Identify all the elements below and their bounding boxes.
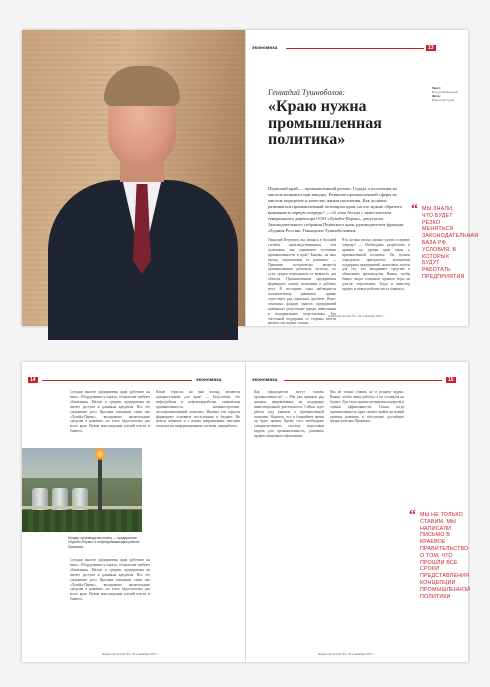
left-page-column-bottom: Сегодня многие предприятия края работают на износ. Оборудование устарело, технологии требуют обновления. Малые и средние предприятия не имеют доступа к длинным кредитам. Все это сдерживает рост. Крупные компании, такие как «Лукойл-Пермь», вкладывают значительные средства в развитие, но этого недостаточно для всего края. Нужна консолидация усилий власти и бизнеса. — [70, 558, 150, 602]
page-number-left: 14 — [30, 377, 36, 383]
pull-quote — [411, 202, 479, 281]
pull-quote-2 — [409, 508, 471, 600]
pull-quote-2-text: МЫ НЕ ТОЛЬКО СТАВИМ, МЫ НАПИСАЛИ ПИСЬМО В КРАЕВОЕ ПРАВИТЕЛЬСТВО О ТОМ, ЧТО ПРОШЛИ ВСЕ СРОКИ ПРЕДСТАВЛЕНИЯ КОНЦЕПЦИИ ПРОМЫШЛЕННОЙ ПОЛИТИКИ — [420, 512, 471, 600]
section-tag-right: экономика — [252, 377, 278, 382]
quote-mark-icon: “ — [409, 508, 417, 523]
credits-photo-title: Фото: — [432, 94, 441, 98]
left-page-column-top: Сегодня многие предприятия края работают на износ. Оборудование устарело, технологии требуют обновления. Малые и средние предприятия не имеют доступа к длинным кредитам. Все это сдерживает рост. Крупные компании, такие как «Лукойл-Пермь», вкладывают значительные средства в развитие, но этого недостаточно для всего края. Нужна консолидация усилий власти и бизнеса. — [70, 390, 150, 434]
photo-caption: Моцарт производства нефти — предприятие «Лукойл-Пермь» в нефтедобывающем районе Прикамья — [68, 536, 140, 549]
credits-photographer: Вячеслав Гуров — [432, 98, 454, 102]
pipeline — [22, 506, 142, 509]
header-rule — [286, 48, 424, 49]
photo-sky — [22, 448, 142, 478]
forest — [22, 510, 142, 532]
pull-quote-text: МЫ ЗНАЛИ, ЧТО БУДЕТ РЕЗКО МЕНЯТЬСЯ ЗАКОНОДАТЕЛЬНАЯ БАЗА РФ. УСЛОВИЯ, В КОТОРЫХ БУДУТ РАБОТАТЬ ПРЕДПРИЯТИЯ — [422, 206, 479, 280]
page-number: 13 — [428, 45, 434, 51]
body-column-1: Геннадий Петрович, вы, являясь в большей степени производственником, чем политиком, как оцениваете состояние промышленности в крае? Каковы, на ваш взгляд, перспективы ее развития? — Прикамье исторически является промышленным регионом, поэтому, по сути, трудно переоценить ее важность для области. Промышленные предприятия формируют основу экономики и рабочих мест. В последние годы наблюдается положительная динамика, однако существует ряд серьезных проблем. Износ основных фондов многих предприятий превышает допустимые нормы, инвестиции в модернизацию недостаточны. Без системной поддержки со стороны власти решить эти задачи сложно. — [268, 238, 336, 326]
right-page — [246, 30, 479, 326]
credits — [432, 86, 462, 102]
article-lead: Пермский край — промышленный регион. Города и поселения во многом возникли при заводах. Развитие промышленной сферы во многом определит и качество жизни населения. Как должны развиваться промышленный потенциал края, на что нужно обратить внимание в первую очередь? — об этом беседа с заместителем генерального директора ООО «Лукойл-Пермь», депутатом Законодательного собрания Пермского края, руководителем фракции «Единая Россия» Геннадием Тушноболовым. — [268, 186, 404, 233]
header-rule-right — [284, 380, 442, 381]
section-tag: экономика — [252, 45, 278, 50]
issue-footnote-right: Пермский регион №1, 26 сентября 2007 г. — [318, 652, 375, 656]
page-gutter — [245, 362, 246, 662]
quote-mark-icon: “ — [411, 202, 419, 217]
flare-flame — [95, 448, 105, 460]
right-page-column-2: Мы не только ставим, но и решаем задачи. Важно, чтобы закон работал, а не оставался на бумаге. Для этого нужны механизмы контроля и оценки эффективности. Только тогда промышленность края сможет выйти на новый уровень развития и обеспечить достойную жизнь жителям Прикамья. — [330, 390, 404, 424]
credits-author: Вячеслав Яковлев — [432, 90, 458, 94]
magazine-spread-bottom — [22, 362, 471, 662]
page-number-right: 15 — [448, 377, 454, 383]
credits-text-title: Текст: — [432, 86, 441, 90]
interviewee-kicker: Геннадий Тушноболов: — [268, 88, 345, 97]
issue-footnote-left: Пермский регион №1, 26 сентября 2007 г. — [102, 652, 159, 656]
article-headline: «Краю нужна промышленная политика» — [268, 98, 382, 148]
flare-tower — [98, 456, 102, 512]
magazine-spread-top — [22, 30, 479, 326]
section-tag-left: экономика — [196, 377, 222, 382]
left-page-column-2: Какие отрасли, на ваш взгляд, являются приоритетными для края? — Безусловно, это нефтедобыча и нефтепереработка, химическая промышленность, машиностроение, лесопромышленный комплекс. Именно эти отрасли формируют основные поступления в бюджет. Но нельзя забывать и о новых направлениях: высокие технологии, информационные системы, переработка. — [156, 390, 240, 429]
industrial-photo — [22, 448, 142, 532]
right-page-column-1: Как законодатели могут помочь промышленности? — Мы уже приняли ряд законов, направленных на поддержку инвестиционной деятельности. Сейчас идет работа над законом о промышленной политике. Надеюсь, что в ближайшее время он будет принят. Кроме того, необходимо совершенствовать систему подготовки кадров для промышленности, развивать профессиональное образование. — [254, 390, 324, 439]
body-column-2: Что, на ваш взгляд, нужно сделать в первую очередь? — Необходимо разработать и принять на уровне края закон о промышленной политике. Он должен определить приоритеты, механизмы поддержки предприятий, налоговые льготы для тех, кто вкладывает средства в обновление производства. Важно, чтобы бизнес видел понятные правила игры на долгую перспективу. Тогда и инвестор придет, и новые рабочие места появятся. — [342, 238, 410, 292]
issue-footnote: Пермский регион №1, 26 сентября 2007 г. — [328, 314, 385, 318]
header-rule-left — [42, 380, 192, 381]
portrait-photo — [22, 30, 245, 326]
